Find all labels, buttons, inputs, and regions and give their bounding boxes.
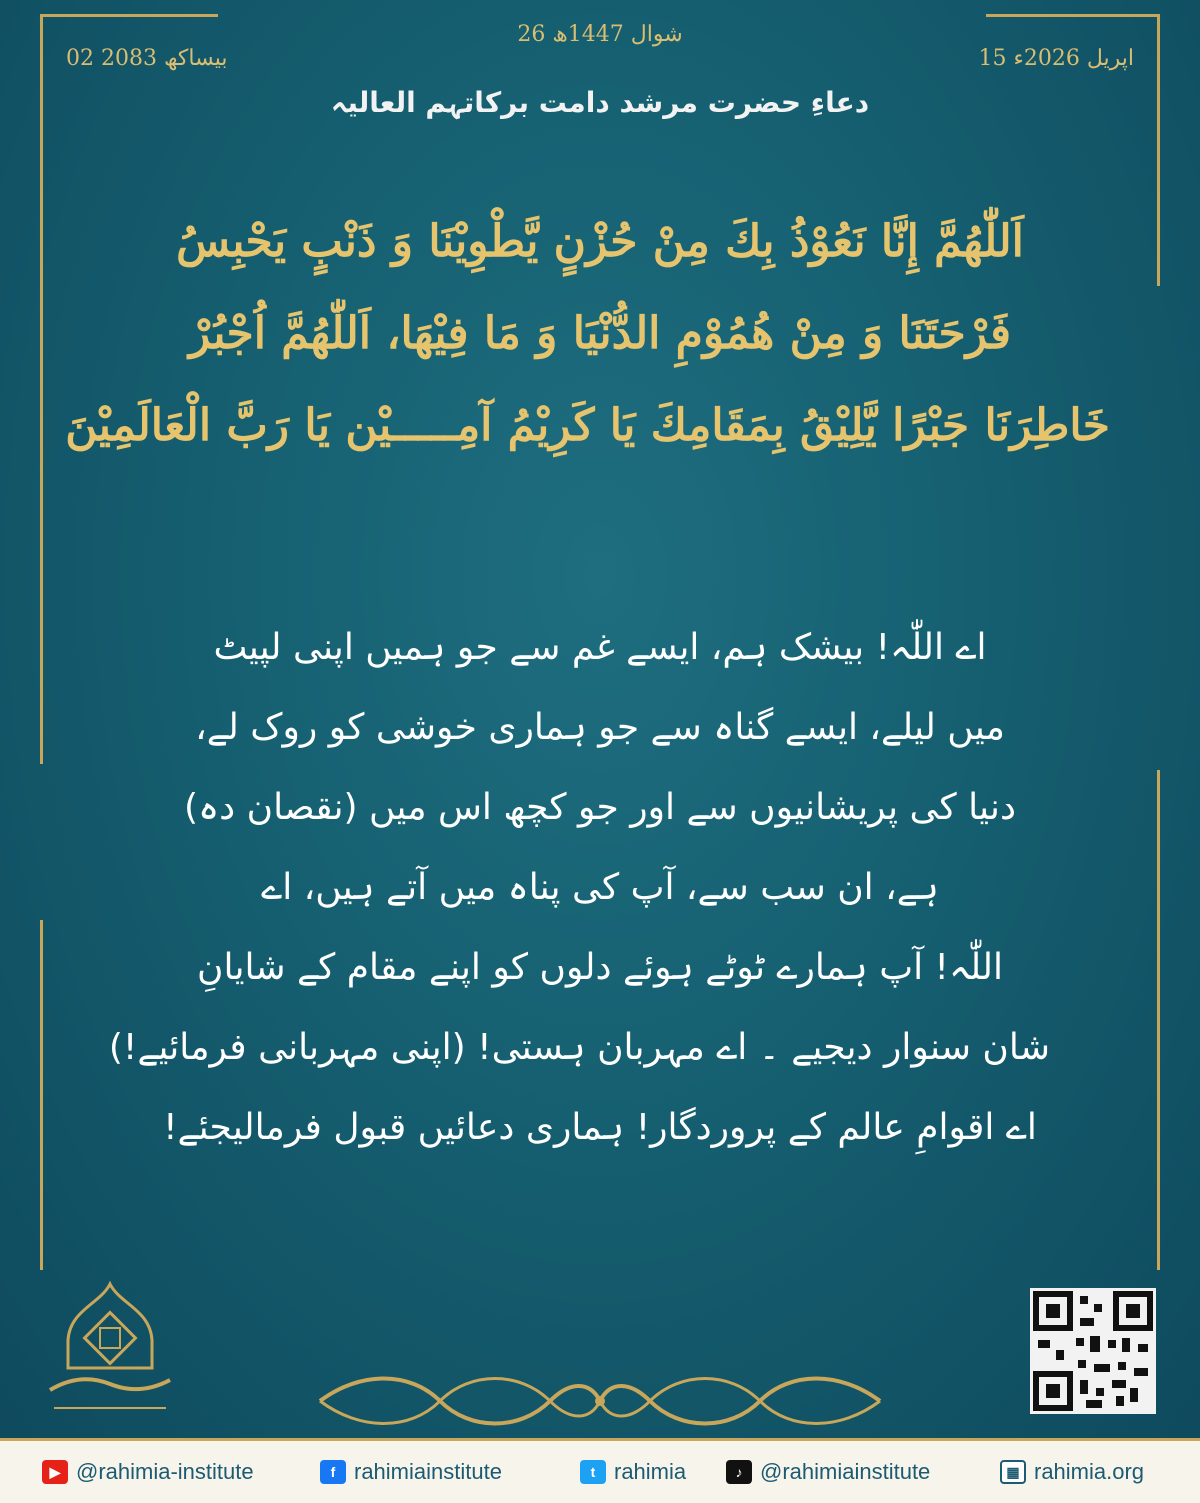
tiktok-icon: ♪ (726, 1460, 752, 1484)
ornament-divider (300, 1366, 900, 1436)
website-url: rahimia.org (1034, 1459, 1145, 1484)
facebook-handle: rahimiainstitute (354, 1459, 502, 1484)
frame-left-lower-v (40, 920, 43, 1270)
youtube-link[interactable] (42, 1455, 254, 1489)
urdu-line: اے اقوامِ عالم کے پروردگار! ہماری دعائیں قبول فرمالیجئے! (163, 1107, 1037, 1148)
hijri-date: 26 شوال 1447ھ (517, 22, 683, 47)
urdu-translation (108, 608, 1050, 1168)
frame-right-lower-v (1157, 770, 1160, 1270)
urdu-line: ہے، ان سب سے، آپ کی پناہ میں آتے ہیں، اے (261, 867, 939, 908)
twitter-icon: t (580, 1460, 606, 1484)
urdu-line: اللّٰہ! آپ ہمارے ٹوٹے ہوئے دلوں کو اپنے مقام کے شایانِ (197, 947, 1003, 988)
youtube-icon: ▶ (42, 1460, 68, 1484)
qr-code[interactable] (1030, 1288, 1156, 1414)
rahimia-logo (40, 1280, 180, 1430)
page-title: دعاءِ حضرت مرشد دامت برکاتہم العالیہ (330, 86, 870, 119)
gregorian-date: 15 اپریل 2026ء (978, 46, 1134, 71)
frame-top-right-v (1157, 14, 1160, 286)
social-footer (0, 1438, 1200, 1503)
urdu-line: شان سنوار دیجیے ۔ اے مہربان ہستی! (اپنی مہربانی فرمائیے!) (108, 1027, 1050, 1068)
facebook-icon: f (320, 1460, 346, 1484)
frame-top-right-h (986, 14, 1160, 17)
frame-top-left-h (40, 14, 218, 17)
urdu-line: اے اللّٰہ! بیشک ہم، ایسے غم سے جو ہمیں اپنی لپیٹ (213, 627, 987, 668)
frame-top-left-v (40, 14, 43, 764)
tiktok-link[interactable] (726, 1455, 930, 1489)
tiktok-handle: @rahimiainstitute (760, 1459, 931, 1484)
arabic-dua (65, 196, 1110, 472)
youtube-handle: @rahimia-institute (76, 1459, 254, 1484)
website-link[interactable] (1000, 1455, 1144, 1489)
facebook-link[interactable] (320, 1455, 502, 1489)
arabic-line: اَللّٰهُمَّ إِنَّا نَعُوْذُ بِكَ مِنْ حُزْنٍ يَّطْوِيْنَا وَ ذَنْبٍ يَحْبِسُ (176, 216, 1024, 267)
twitter-handle: rahimia (614, 1459, 687, 1484)
urdu-line: میں لیلے، ایسے گناہ سے جو ہماری خوشی کو روک لے، (195, 707, 1005, 748)
arabic-line: فَرْحَتَنَا وَ مِنْ هُمُوْمِ الدُّنْيَا وَ مَا فِيْهَا، اَللّٰهُمَّ اُجْبُرْ (188, 308, 1012, 359)
twitter-link[interactable] (580, 1455, 686, 1489)
urdu-line: دنیا کی پریشانیوں سے اور جو کچھ اس میں (نقصان دہ) (184, 787, 1016, 828)
qr-small-icon: ▦ (1000, 1460, 1026, 1484)
bikrami-date: 02 بیساکھ 2083 (66, 46, 228, 71)
arabic-line: خَاطِرَنَا جَبْرًا يَّلِيْقُ بِمَقَامِكَ يَا كَرِيْمُ آمِـــــيْن يَا رَبَّ الْعَالَمِيْنَ (65, 400, 1110, 451)
